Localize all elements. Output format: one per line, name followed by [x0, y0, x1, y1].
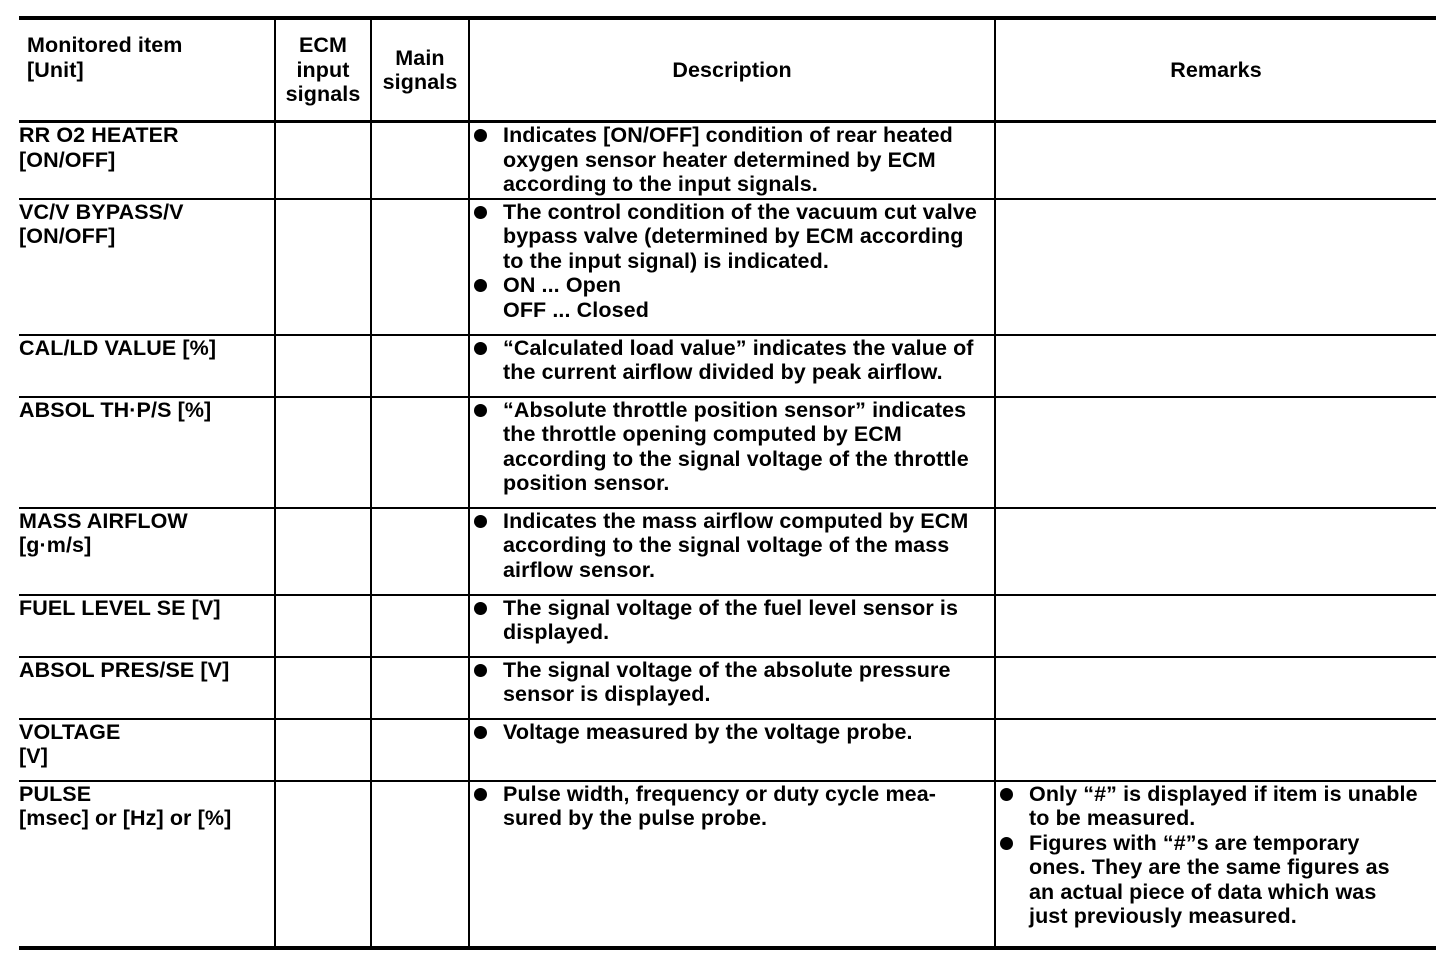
- description-bullet: [470, 720, 994, 745]
- bullet-dot-icon: [1000, 788, 1013, 801]
- header-monitored-item-label: Monitored item [Unit]: [27, 33, 183, 82]
- header-description: [469, 18, 995, 122]
- description-cell: [469, 122, 995, 199]
- description-cell: [469, 397, 995, 508]
- description-cell: [469, 719, 995, 781]
- description-cell: [469, 657, 995, 719]
- description-bullet: [470, 658, 994, 707]
- ecm-input-signals-cell: [275, 508, 371, 595]
- monitored-item-cell: ABSOL PRES/SE [V]: [19, 657, 275, 719]
- monitor-item-table-page: [19, 16, 1436, 950]
- monitored-item-cell: MASS AIRFLOW [g·m/s]: [19, 508, 275, 595]
- remark-text: Only “#” is displayed if item is unable to be measured.: [1029, 781, 1418, 830]
- bullet-dot-icon: [474, 726, 487, 739]
- description-bullet: [470, 596, 994, 645]
- remarks-cell: [995, 781, 1436, 948]
- monitored-item-cell: PULSE [msec] or [Hz] or [%]: [19, 781, 275, 948]
- description-cell: [469, 508, 995, 595]
- bullet-dot-icon: [474, 129, 487, 142]
- main-signals-cell: [371, 781, 469, 948]
- monitored-item-cell: VC/V BYPASS/V [ON/OFF]: [19, 199, 275, 335]
- description-text: The control condition of the vacuum cut valve bypass valve (determined by ECM according to the input signal) is indicated.: [503, 199, 977, 273]
- table-row: [19, 657, 1436, 719]
- main-signals-cell: [371, 335, 469, 397]
- bullet-dot-icon: [474, 515, 487, 528]
- description-text: Pulse width, frequency or duty cycle mea- sured by the pulse probe.: [503, 781, 937, 830]
- remarks-cell: [995, 397, 1436, 508]
- remarks-cell: [995, 122, 1436, 199]
- main-signals-cell: [371, 397, 469, 508]
- table-row: [19, 335, 1436, 397]
- monitored-item-cell: VOLTAGE [V]: [19, 719, 275, 781]
- header-remarks: [995, 18, 1436, 122]
- table-header-row: [19, 18, 1436, 122]
- remarks-cell: [995, 595, 1436, 657]
- main-signals-cell: [371, 122, 469, 199]
- ecm-input-signals-cell: [275, 397, 371, 508]
- remarks-cell: [995, 508, 1436, 595]
- bullet-dot-icon: [474, 664, 487, 677]
- description-bullet: [470, 123, 994, 197]
- table-row: [19, 397, 1436, 508]
- main-signals-cell: [371, 199, 469, 335]
- description-bullet: [470, 336, 994, 385]
- bullet-dot-icon: [1000, 837, 1013, 850]
- header-monitored-item: [19, 18, 275, 122]
- remarks-cell: [995, 657, 1436, 719]
- bullet-dot-icon: [474, 342, 487, 355]
- description-text: ON ... Open OFF ... Closed: [503, 273, 649, 322]
- main-signals-cell: [371, 508, 469, 595]
- ecm-input-signals-cell: [275, 199, 371, 335]
- monitored-item-cell: CAL/LD VALUE [%]: [19, 335, 275, 397]
- description-bullet: [470, 509, 994, 583]
- table-row: [19, 122, 1436, 199]
- table-row: [19, 508, 1436, 595]
- monitored-item-cell: FUEL LEVEL SE [V]: [19, 595, 275, 657]
- description-cell: [469, 781, 995, 948]
- ecm-input-signals-cell: [275, 657, 371, 719]
- header-main-signals-label: Main signals: [382, 45, 458, 94]
- table-row: [19, 781, 1436, 948]
- table-body: [19, 122, 1436, 948]
- bullet-dot-icon: [474, 788, 487, 801]
- header-ecm-input-signals: [275, 18, 371, 122]
- ecm-input-signals-cell: [275, 719, 371, 781]
- table-row: [19, 595, 1436, 657]
- description-text: The signal voltage of the fuel level sensor is displayed.: [503, 595, 959, 644]
- bullet-dot-icon: [474, 206, 487, 219]
- description-text: The signal voltage of the absolute pressure sensor is displayed.: [503, 657, 951, 706]
- remarks-cell: [995, 335, 1436, 397]
- description-bullet: [470, 273, 994, 322]
- header-main-signals: [371, 18, 469, 122]
- ecm-input-signals-cell: [275, 595, 371, 657]
- description-text: “Absolute throttle position sensor” indicates the throttle opening computed by ECM according to the signal voltage of the throttle position sensor.: [503, 397, 969, 495]
- header-remarks-label: Remarks: [1170, 57, 1262, 82]
- table-row: [19, 199, 1436, 335]
- header-ecm-input-label: ECM input signals: [285, 33, 361, 107]
- remark-bullet: [996, 831, 1436, 929]
- bullet-dot-icon: [474, 404, 487, 417]
- monitor-item-table: [19, 16, 1436, 950]
- description-cell: [469, 199, 995, 335]
- monitored-item-cell: RR O2 HEATER [ON/OFF]: [19, 122, 275, 199]
- description-cell: [469, 595, 995, 657]
- monitored-item-cell: ABSOL TH·P/S [%]: [19, 397, 275, 508]
- description-bullet: [470, 398, 994, 496]
- ecm-input-signals-cell: [275, 781, 371, 948]
- remarks-cell: [995, 719, 1436, 781]
- bullet-dot-icon: [474, 602, 487, 615]
- description-text: “Calculated load value” indicates the value of the current airflow divided by peak airflow.: [503, 335, 974, 384]
- description-cell: [469, 335, 995, 397]
- ecm-input-signals-cell: [275, 335, 371, 397]
- main-signals-cell: [371, 719, 469, 781]
- remarks-cell: [995, 199, 1436, 335]
- table-row: [19, 719, 1436, 781]
- remark-text: Figures with “#”s are temporary ones. They are the same figures as an actual piece of data which was just previously measured.: [1029, 830, 1390, 928]
- description-text: Indicates the mass airflow computed by ECM according to the signal voltage of the mass airflow sensor.: [503, 508, 969, 582]
- main-signals-cell: [371, 595, 469, 657]
- ecm-input-signals-cell: [275, 122, 371, 199]
- header-description-label: Description: [672, 57, 792, 82]
- description-text: Voltage measured by the voltage probe.: [503, 719, 913, 744]
- description-bullet: [470, 782, 994, 831]
- main-signals-cell: [371, 657, 469, 719]
- description-bullet: [470, 200, 994, 274]
- remark-bullet: [996, 782, 1436, 831]
- bullet-dot-icon: [474, 279, 487, 292]
- description-text: Indicates [ON/OFF] condition of rear heated oxygen sensor heater determined by ECM according to the input signals.: [503, 123, 953, 196]
